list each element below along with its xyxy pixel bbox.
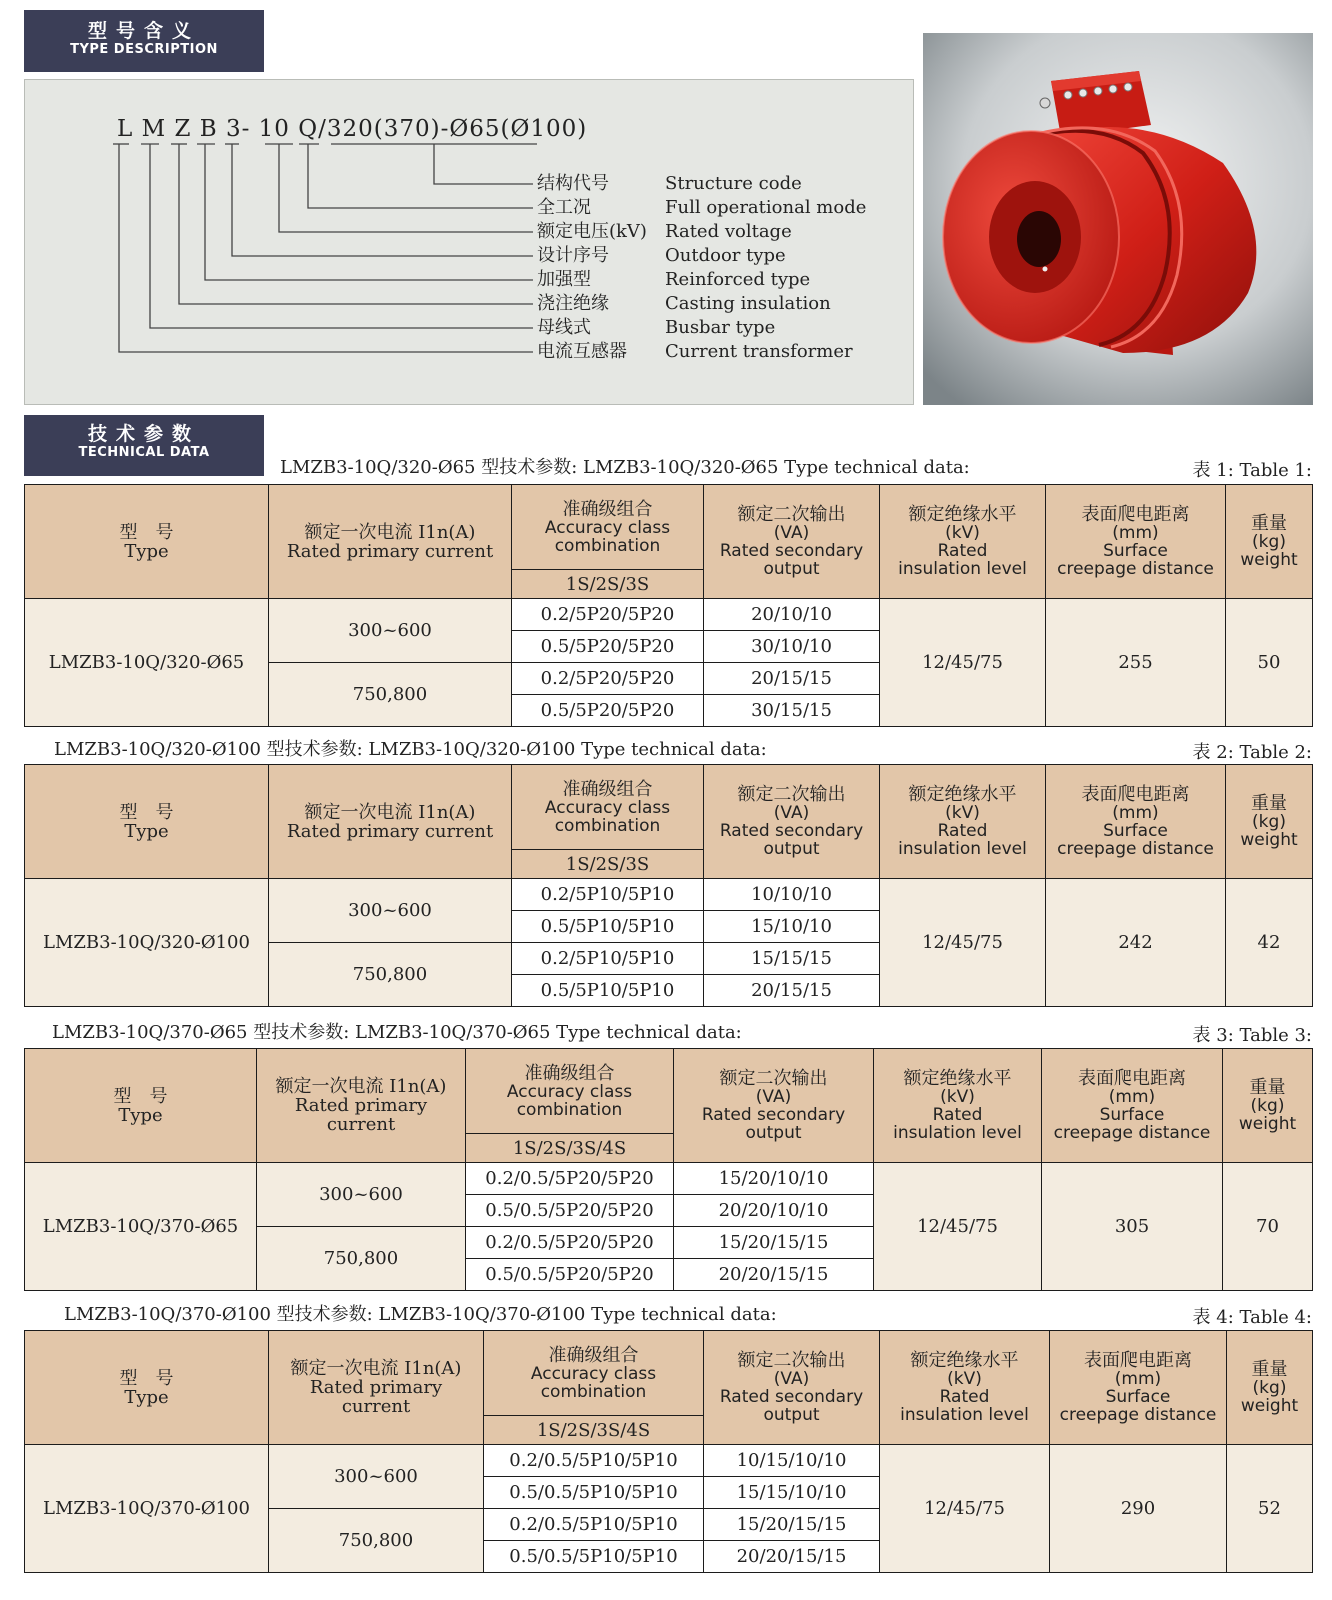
header-rated-primary-current: 额定一次电流 I1n(A) Rated primary current <box>269 1331 484 1445</box>
header-weight: 重量 (kg) weight <box>1226 485 1313 599</box>
header-rated-secondary-output: 额定二次输出 (VA) Rated secondary output <box>704 1331 880 1445</box>
output-cell: 30/10/10 <box>704 631 880 663</box>
header-type: 型 号 Type <box>25 485 269 599</box>
weight-cell: 50 <box>1226 599 1313 727</box>
weight-cell: 42 <box>1226 879 1313 1007</box>
technical-data-title-cn: 技术参数 <box>87 423 200 445</box>
header-rated-primary-current: 额定一次电流 I1n(A) Rated primary current <box>269 765 512 879</box>
insulation-cell: 12/45/75 <box>874 1163 1042 1291</box>
output-cell: 15/15/10/10 <box>704 1477 880 1509</box>
current-cell: 300~600 <box>269 599 512 663</box>
accuracy-cell: 0.5/5P10/5P10 <box>512 911 704 943</box>
output-cell: 15/20/15/15 <box>704 1509 880 1541</box>
header-type: 型 号 Type <box>25 1331 269 1445</box>
table-label: 表 1: Table 1: <box>1192 460 1312 481</box>
accuracy-cell: 0.5/5P10/5P10 <box>512 975 704 1007</box>
description-cn: 母线式 <box>537 317 591 338</box>
description-cn: 全工况 <box>537 197 591 218</box>
header-weight: 重量 (kg) weight <box>1227 1331 1313 1445</box>
header-creepage-distance: 表面爬电距离 (mm) Surface creepage distance <box>1042 1049 1223 1163</box>
header-accuracy-class: 准确级组合 Accuracy class combination <box>484 1331 704 1416</box>
type-description-title-cn: 型号含义 <box>87 20 200 42</box>
table-caption: LMZB3-10Q/370-Ø65 型技术参数: LMZB3-10Q/370-Ø65 Type technical data: <box>52 1022 742 1043</box>
output-cell: 20/20/15/15 <box>674 1259 874 1291</box>
current-cell: 750,800 <box>269 1509 484 1573</box>
description-row <box>537 340 853 364</box>
description-en: Current transformer <box>665 341 853 362</box>
header-rated-primary-current: 额定一次电流 I1n(A) Rated primary current <box>257 1049 466 1163</box>
description-cn: 结构代号 <box>537 173 609 194</box>
technical-data-title-en: TECHNICAL DATA <box>78 445 210 460</box>
accuracy-class-subheader: 1S/2S/3S <box>512 850 704 879</box>
description-en: Reinforced type <box>665 269 811 290</box>
description-cn: 加强型 <box>537 269 591 290</box>
accuracy-cell: 0.2/5P10/5P10 <box>512 879 704 911</box>
header-type: 型 号 Type <box>25 765 269 879</box>
accuracy-cell: 0.2/0.5/5P10/5P10 <box>484 1509 704 1541</box>
creepage-cell: 290 <box>1050 1445 1227 1573</box>
type-description-title-en: TYPE DESCRIPTION <box>70 42 218 57</box>
accuracy-cell: 0.5/5P20/5P20 <box>512 695 704 727</box>
table-label: 表 2: Table 2: <box>1192 742 1312 763</box>
output-cell: 15/15/15 <box>704 943 880 975</box>
header-rated-secondary-output: 额定二次输出 (VA) Rated secondary output <box>704 485 880 599</box>
weight-cell: 70 <box>1223 1163 1313 1291</box>
current-cell: 300~600 <box>269 1445 484 1509</box>
header-creepage-distance: 表面爬电距离 (mm) Surface creepage distance <box>1046 485 1226 599</box>
technical-data-heading <box>24 415 264 476</box>
output-cell: 10/15/10/10 <box>704 1445 880 1477</box>
header-insulation-level: 额定绝缘水平 (kV) Rated insulation level <box>880 485 1046 599</box>
table-caption: LMZB3-10Q/320-Ø100 型技术参数: LMZB3-10Q/320-Ø100 Type technical data: <box>54 739 767 760</box>
table-caption: LMZB3-10Q/370-Ø100 型技术参数: LMZB3-10Q/370-Ø100 Type technical data: <box>64 1304 777 1325</box>
header-rated-secondary-output: 额定二次输出 (VA) Rated secondary output <box>674 1049 874 1163</box>
description-row <box>537 268 810 292</box>
type-cell: LMZB3-10Q/370-Ø100 <box>25 1445 269 1573</box>
current-cell: 750,800 <box>257 1227 466 1291</box>
description-row <box>537 244 786 268</box>
description-cn: 浇注绝缘 <box>537 293 609 314</box>
table-label: 表 4: Table 4: <box>1192 1307 1312 1328</box>
accuracy-cell: 0.2/0.5/5P10/5P10 <box>484 1445 704 1477</box>
description-row <box>537 292 831 316</box>
current-cell: 750,800 <box>269 663 512 727</box>
description-cn: 额定电压(kV) <box>537 221 647 242</box>
description-en: Structure code <box>665 173 802 194</box>
description-en: Casting insulation <box>665 293 831 314</box>
table-caption: LMZB3-10Q/320-Ø65 型技术参数: LMZB3-10Q/320-Ø65 Type technical data: <box>280 457 970 478</box>
technical-data-table <box>24 1048 1313 1291</box>
description-cn: 电流互感器 <box>537 341 627 362</box>
header-insulation-level: 额定绝缘水平 (kV) Rated insulation level <box>880 765 1046 879</box>
header-type: 型 号 Type <box>25 1049 257 1163</box>
type-cell: LMZB3-10Q/320-Ø100 <box>25 879 269 1007</box>
header-rated-secondary-output: 额定二次输出 (VA) Rated secondary output <box>704 765 880 879</box>
header-accuracy-class: 准确级组合 Accuracy class combination <box>512 765 704 850</box>
creepage-cell: 242 <box>1046 879 1226 1007</box>
accuracy-cell: 0.5/0.5/5P20/5P20 <box>466 1195 674 1227</box>
insulation-cell: 12/45/75 <box>880 1445 1050 1573</box>
accuracy-cell: 0.5/0.5/5P10/5P10 <box>484 1477 704 1509</box>
accuracy-class-subheader: 1S/2S/3S/4S <box>466 1134 674 1163</box>
accuracy-cell: 0.5/5P20/5P20 <box>512 631 704 663</box>
description-en: Rated voltage <box>665 221 792 242</box>
output-cell: 10/10/10 <box>704 879 880 911</box>
accuracy-cell: 0.5/0.5/5P20/5P20 <box>466 1259 674 1291</box>
output-cell: 20/15/15 <box>704 975 880 1007</box>
description-row <box>537 220 792 244</box>
type-description-panel <box>24 79 914 405</box>
insulation-cell: 12/45/75 <box>880 599 1046 727</box>
technical-data-table <box>24 484 1313 727</box>
output-cell: 20/20/15/15 <box>704 1541 880 1573</box>
accuracy-class-subheader: 1S/2S/3S <box>512 570 704 599</box>
header-insulation-level: 额定绝缘水平 (kV) Rated insulation level <box>874 1049 1042 1163</box>
current-cell: 750,800 <box>269 943 512 1007</box>
creepage-cell: 255 <box>1046 599 1226 727</box>
technical-data-table <box>24 764 1313 1007</box>
type-cell: LMZB3-10Q/320-Ø65 <box>25 599 269 727</box>
description-row <box>537 172 802 196</box>
header-weight: 重量 (kg) weight <box>1226 765 1313 879</box>
description-en: Busbar type <box>665 317 776 338</box>
accuracy-cell: 0.2/5P20/5P20 <box>512 599 704 631</box>
output-cell: 20/15/15 <box>704 663 880 695</box>
header-creepage-distance: 表面爬电距离 (mm) Surface creepage distance <box>1046 765 1226 879</box>
accuracy-cell: 0.2/0.5/5P20/5P20 <box>466 1163 674 1195</box>
insulation-cell: 12/45/75 <box>880 879 1046 1007</box>
header-accuracy-class: 准确级组合 Accuracy class combination <box>512 485 704 570</box>
technical-data-table <box>24 1330 1313 1573</box>
accuracy-cell: 0.5/0.5/5P10/5P10 <box>484 1541 704 1573</box>
description-row <box>537 196 866 220</box>
header-accuracy-class: 准确级组合 Accuracy class combination <box>466 1049 674 1134</box>
accuracy-cell: 0.2/5P20/5P20 <box>512 663 704 695</box>
description-en: Full operational mode <box>665 197 867 218</box>
model-designation-code: L M Z B 3- 10 Q/320(370)-Ø65(Ø100) <box>117 116 588 142</box>
creepage-cell: 305 <box>1042 1163 1223 1291</box>
description-cn: 设计序号 <box>537 245 609 266</box>
description-en: Outdoor type <box>665 245 786 266</box>
weight-cell: 52 <box>1227 1445 1313 1573</box>
output-cell: 15/20/10/10 <box>674 1163 874 1195</box>
header-insulation-level: 额定绝缘水平 (kV) Rated insulation level <box>880 1331 1050 1445</box>
accuracy-cell: 0.2/0.5/5P20/5P20 <box>466 1227 674 1259</box>
accuracy-class-subheader: 1S/2S/3S/4S <box>484 1416 704 1445</box>
header-weight: 重量 (kg) weight <box>1223 1049 1313 1163</box>
product-photo <box>923 33 1313 405</box>
output-cell: 20/10/10 <box>704 599 880 631</box>
description-row <box>537 316 775 340</box>
type-cell: LMZB3-10Q/370-Ø65 <box>25 1163 257 1291</box>
output-cell: 15/10/10 <box>704 911 880 943</box>
accuracy-cell: 0.2/5P10/5P10 <box>512 943 704 975</box>
current-cell: 300~600 <box>257 1163 466 1227</box>
output-cell: 20/20/10/10 <box>674 1195 874 1227</box>
header-rated-primary-current: 额定一次电流 I1n(A) Rated primary current <box>269 485 512 599</box>
table-label: 表 3: Table 3: <box>1192 1025 1312 1046</box>
output-cell: 30/15/15 <box>704 695 880 727</box>
header-creepage-distance: 表面爬电距离 (mm) Surface creepage distance <box>1050 1331 1227 1445</box>
output-cell: 15/20/15/15 <box>674 1227 874 1259</box>
current-cell: 300~600 <box>269 879 512 943</box>
type-description-heading <box>24 10 264 72</box>
